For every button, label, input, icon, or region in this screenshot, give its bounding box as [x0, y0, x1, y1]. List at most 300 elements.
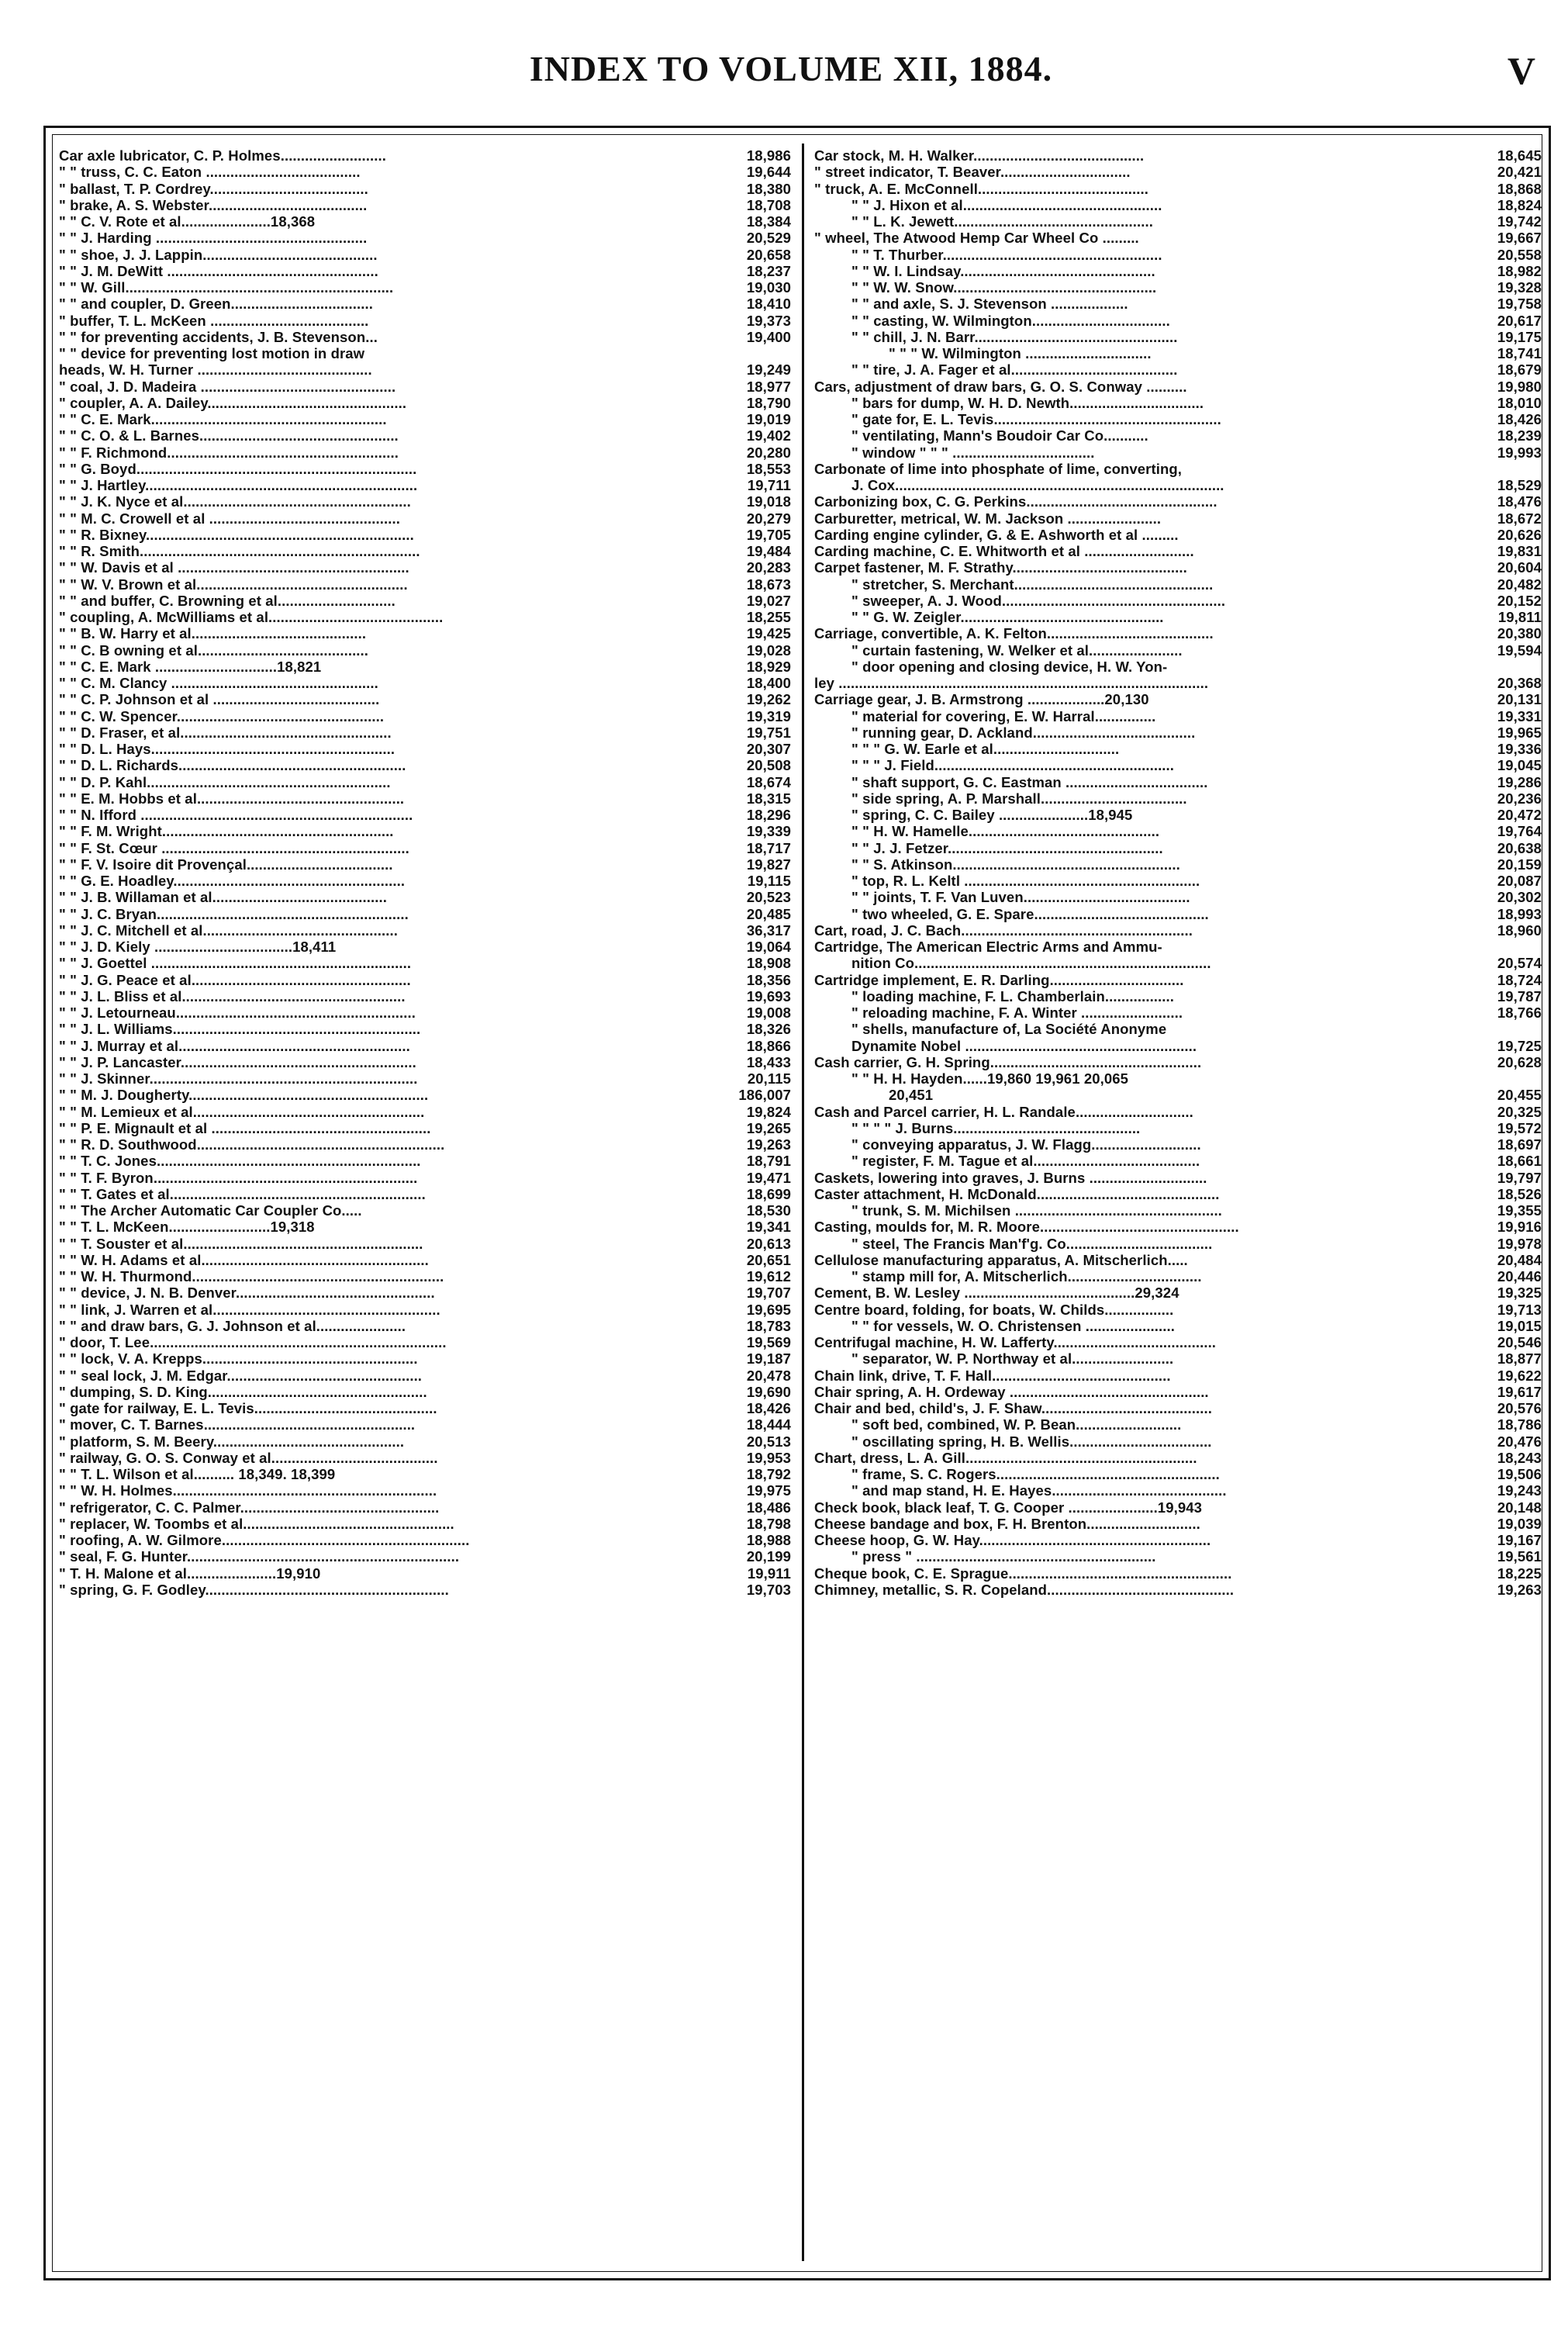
index-entry [814, 1136, 1542, 1153]
entry-text: " side spring, A. P. Marshall.................................... [851, 790, 1187, 807]
entry-text: " trunk, S. M. Michilsen ................................................... [851, 1202, 1222, 1219]
index-entry [814, 939, 1542, 955]
index-entry [814, 1186, 1542, 1202]
entry-text: " " J. B. Willaman et al........................................... [59, 889, 387, 906]
entry-number: 20,617 [1497, 312, 1542, 329]
index-entry [814, 1582, 1542, 1598]
index-entry [814, 247, 1542, 263]
entry-text: " " L. K. Jewett................................................. [851, 213, 1153, 230]
index-entry [814, 444, 1542, 461]
index-entry [59, 1104, 791, 1120]
index-entry [814, 164, 1542, 180]
entry-text: " " P. E. Mignault et al ...................................................... [59, 1119, 431, 1136]
index-entry [59, 593, 791, 609]
entry-number: 18,982 [1497, 262, 1542, 279]
index-entry [59, 395, 791, 411]
entry-text: " " " W. Wilmington ............................... [889, 345, 1152, 361]
entry-text: " reloading machine, F. A. Winter ......................... [851, 1004, 1183, 1021]
index-entry [814, 543, 1542, 559]
index-entry [814, 741, 1542, 757]
entry-text: " stretcher, S. Merchant................................................. [851, 576, 1214, 593]
entry-text: " " device, J. N. B. Denver................................................. [59, 1285, 435, 1302]
entry-text: " street indicator, T. Beaver................................ [814, 164, 1131, 181]
index-entry [59, 527, 791, 543]
entry-text: " " N. Ifford ................................................................... [59, 807, 413, 823]
index-entry [59, 197, 791, 213]
entry-text: " roofing, A. W. Gilmore............................................................. [59, 1532, 470, 1548]
entry-text: " " and buffer, C. Browning et al............................. [59, 592, 395, 609]
entry-number: 19,425 [746, 625, 791, 642]
entry-number: 186,007 [738, 1087, 791, 1104]
entry-number: 20,485 [746, 905, 791, 922]
entry-text: Centre board, folding, for boats, W. Childs................. [814, 1301, 1174, 1318]
entry-text: " " M. J. Dougherty........................................................... [59, 1087, 429, 1104]
index-entry [59, 1416, 791, 1433]
entry-text: " " C. M. Clancy ................................................... [59, 675, 378, 691]
index-entry [814, 1054, 1542, 1070]
entry-number: 18,255 [746, 609, 791, 625]
entry-number: 19,561 [1497, 1548, 1542, 1565]
entry-text: " " B. W. Harry et al........................................... [59, 625, 367, 642]
index-entry [814, 774, 1542, 790]
index-entry [59, 279, 791, 296]
entry-text: " " D. Fraser, et al.................................................... [59, 724, 392, 741]
entry-text: Cheque book, C. E. Sprague....................................................... [814, 1565, 1232, 1582]
entry-number: 19,978 [1497, 1235, 1542, 1252]
entry-number: 18,243 [1497, 1449, 1542, 1466]
index-entry [59, 972, 791, 988]
index-entry [814, 313, 1542, 329]
entry-text: " press " ........................................................... [851, 1548, 1156, 1565]
index-entry [814, 593, 1542, 609]
index-entry [59, 1384, 791, 1400]
index-entry [59, 559, 791, 576]
entry-text: " brake, A. S. Webster....................................... [59, 196, 368, 213]
entry-number: 20,529 [746, 230, 791, 247]
entry-number: 19,751 [746, 724, 791, 741]
entry-number: 19,622 [1497, 1367, 1542, 1384]
index-entry [814, 230, 1542, 246]
entry-number: 19,506 [1497, 1466, 1542, 1482]
index-entry [59, 724, 791, 741]
entry-number: 18,225 [1497, 1565, 1542, 1582]
index-entry [814, 1021, 1542, 1037]
entry-number: 20,613 [746, 1235, 791, 1252]
entry-number: 18,824 [1497, 196, 1542, 213]
page-header [47, 48, 1535, 110]
entry-text: " " J. K. Nyce et al........................................................ [59, 493, 411, 510]
index-entry [814, 1070, 1542, 1087]
entry-text: " " chill, J. N. Barr.................................................. [851, 328, 1178, 345]
entry-text: " register, F. M. Tague et al......................................... [851, 1153, 1200, 1170]
index-column-left [59, 147, 791, 2265]
entry-text: Chair spring, A. H. Ordeway ................................................. [814, 1383, 1209, 1400]
entry-number: 18,673 [746, 576, 791, 593]
entry-text: Cash and Parcel carrier, H. L. Randale............................. [814, 1103, 1193, 1120]
index-entry [814, 1170, 1542, 1186]
index-entry [59, 263, 791, 279]
entry-number: 19,713 [1497, 1301, 1542, 1318]
index-entry [59, 1219, 791, 1235]
entry-text: " bars for dump, W. H. D. Newth................................. [851, 394, 1204, 411]
entry-text: Carriage gear, J. B. Armstrong ...................20,130 [814, 691, 1149, 708]
entry-text: " " E. M. Hobbs et al................................................... [59, 790, 405, 807]
entry-text: " " J. Hartley................................................................... [59, 477, 418, 493]
entry-text: " " W. H. Holmes................................................................. [59, 1482, 437, 1499]
index-entry [814, 461, 1542, 477]
entry-number: 18,380 [746, 180, 791, 197]
entry-number: 19,325 [1497, 1285, 1542, 1302]
entry-number: 19,484 [746, 543, 791, 559]
entry-number: 19,758 [1497, 296, 1542, 313]
entry-text: " coupler, A. A. Dailey................................................. [59, 394, 407, 411]
index-entry [814, 361, 1542, 378]
entry-text: " oscillating spring, H. B. Wellis................................... [851, 1433, 1212, 1450]
entry-number: 18,977 [746, 378, 791, 395]
entry-number: 19,019 [746, 411, 791, 427]
index-entry [814, 724, 1542, 741]
index-entry [59, 1120, 791, 1136]
entry-text: " " C. E. Mark.......................................................... [59, 411, 387, 427]
index-entry [814, 1219, 1542, 1235]
entry-text: Cash carrier, G. H. Spring.................................................... [814, 1053, 1202, 1070]
entry-text: Caster attachment, H. McDonald............................................. [814, 1185, 1220, 1202]
entry-text: " " J. Murray et al......................................................... [59, 1037, 410, 1054]
entry-number: 19,667 [1497, 230, 1542, 247]
index-entry [59, 1285, 791, 1301]
entry-text: " coupling, A. McWilliams et al........................................... [59, 609, 444, 625]
index-entry [59, 675, 791, 691]
entry-number: 20,484 [1497, 1251, 1542, 1268]
entry-number: 19,167 [1497, 1532, 1542, 1548]
entry-number: 19,015 [1497, 1317, 1542, 1334]
entry-number: 20,508 [746, 757, 791, 774]
index-entry [814, 1368, 1542, 1384]
entry-text: " " The Archer Automatic Car Coupler Co..... [59, 1202, 362, 1219]
entry-text: " " J. Hixon et al................................................. [851, 196, 1162, 213]
entry-number: 19,263 [746, 1136, 791, 1153]
entry-text: " " D. L. Richards........................................................ [59, 757, 406, 774]
entry-text: Chain link, drive, T. F. Hall............................................ [814, 1367, 1171, 1384]
index-entry [814, 823, 1542, 839]
index-entry [814, 1087, 1542, 1103]
entry-number: 20,307 [746, 741, 791, 757]
entry-text: " " for preventing accidents, J. B. Stevenson... [59, 328, 378, 345]
index-entry [814, 757, 1542, 773]
index-entry [814, 708, 1542, 724]
entry-number: 20,279 [746, 510, 791, 527]
entry-number: 18,741 [1497, 345, 1542, 361]
entry-text: " " T. F. Byron................................................................. [59, 1169, 418, 1186]
entry-text: Cartridge implement, E. R. Darling................................. [814, 971, 1184, 988]
entry-text: " and map stand, H. E. Hayes........................................... [851, 1482, 1227, 1499]
entry-number: 20,513 [746, 1433, 791, 1450]
index-entry [814, 1482, 1542, 1499]
index-entry [59, 939, 791, 955]
index-entry [59, 1499, 791, 1516]
entry-text: Dynamite Nobel ......................................................... [851, 1037, 1197, 1054]
index-entry [59, 955, 791, 971]
entry-text: " replacer, W. Toombs et al.................................................... [59, 1515, 454, 1532]
index-entry [814, 1236, 1542, 1252]
entry-number: 19,355 [1497, 1202, 1542, 1219]
index-entry [814, 1004, 1542, 1021]
entry-number: 18,426 [1497, 411, 1542, 427]
index-entry [814, 1038, 1542, 1054]
entry-number: 20,523 [746, 889, 791, 906]
entry-number: 18,679 [1497, 361, 1542, 379]
entry-text: " " joints, T. F. Van Luven......................................... [851, 889, 1190, 906]
entry-number: 19,339 [746, 823, 791, 840]
entry-text: " " J. L. Bliss et al....................................................... [59, 987, 406, 1004]
entry-number: 19,644 [746, 164, 791, 181]
entry-number: 18,444 [746, 1416, 791, 1433]
entry-text: " " J. G. Peace et al...................................................... [59, 971, 411, 988]
index-entry [814, 559, 1542, 576]
entry-text: " " J. M. DeWitt .................................................... [59, 262, 378, 279]
entry-text: " " T. Thurber...................................................... [851, 246, 1162, 263]
entry-number: 20,131 [1497, 691, 1542, 708]
entry-text: " steel, The Francis Man'f'g. Co.................................... [851, 1235, 1213, 1252]
entry-number: 19,265 [746, 1119, 791, 1136]
entry-number: 18,866 [746, 1037, 791, 1054]
index-entry [814, 279, 1542, 296]
entry-text: " " G. Boyd..................................................................... [59, 460, 417, 477]
index-entry [814, 807, 1542, 823]
entry-text: " railway, G. O. S. Conway et al......................................... [59, 1449, 438, 1466]
entry-number: 19,319 [746, 707, 791, 724]
entry-number: 19,039 [1497, 1515, 1542, 1532]
index-entry [814, 955, 1542, 971]
index-entry [814, 181, 1542, 197]
entry-number: 19,175 [1497, 328, 1542, 345]
entry-number: 18,786 [1497, 1416, 1542, 1433]
entry-number: 18,661 [1497, 1153, 1542, 1170]
entry-text: Carding engine cylinder, G. & E. Ashworth et al ......... [814, 526, 1179, 543]
entry-number: 19,286 [1497, 773, 1542, 790]
entry-text: " " J. J. Fetzer..................................................... [851, 839, 1163, 856]
entry-number: 19,594 [1497, 641, 1542, 659]
entry-number: 19,703 [746, 1581, 791, 1598]
index-entry [59, 1252, 791, 1268]
entry-text: " " " G. W. Earle et al............................... [851, 741, 1120, 757]
index-entry [814, 527, 1542, 543]
entry-text: " " and coupler, D. Green................................... [59, 296, 373, 313]
entry-text: " " F. St. Cœur ............................................................. [59, 839, 409, 856]
index-entry [59, 1236, 791, 1252]
entry-number: 18,296 [746, 807, 791, 823]
entry-number: 18,699 [746, 1185, 791, 1202]
page-title: INDEX TO VOLUME XII, 1884. [529, 49, 1053, 88]
page-number: V [1507, 49, 1535, 92]
entry-text: " shaft support, G. C. Eastman ................................... [851, 773, 1208, 790]
entry-number: 18,790 [746, 394, 791, 411]
index-entry [814, 147, 1542, 164]
entry-text: " " J. P. Lancaster.......................................................... [59, 1053, 416, 1070]
entry-text: " " J. Harding .................................................... [59, 230, 368, 247]
entry-number: 18,988 [746, 1532, 791, 1548]
entry-number: 20,546 [1497, 1334, 1542, 1350]
index-entry [814, 691, 1542, 707]
entry-number: 18,384 [746, 213, 791, 230]
entry-text: " gate for railway, E. L. Tevis............................................. [59, 1400, 437, 1416]
entry-number: 20,604 [1497, 559, 1542, 576]
entry-number: 20,368 [1497, 675, 1542, 691]
entry-text: " " R. Bixney.................................................................. [59, 526, 414, 543]
entry-number: 18,326 [746, 1021, 791, 1038]
index-entry [814, 1466, 1542, 1482]
entry-text: " " F. M. Wright......................................................... [59, 823, 394, 840]
entry-number: 19,249 [746, 361, 791, 379]
entry-text: Casting, moulds for, M. R. Moore................................................. [814, 1219, 1239, 1236]
index-entry [59, 1202, 791, 1219]
index-entry [59, 1532, 791, 1548]
entry-text: " " D. L. Hays............................................................ [59, 741, 395, 757]
entry-text: " mover, C. T. Barnes.................................................... [59, 1416, 416, 1433]
entry-text: Cart, road, J. C. Bach......................................................... [814, 921, 1193, 939]
entry-text: Car axle lubricator, C. P. Holmes.......................... [59, 147, 386, 164]
index-entry [59, 296, 791, 312]
entry-text: " spring, G. F. Godley............................................................ [59, 1581, 449, 1598]
entry-text: Caskets, lowering into graves, J. Burns ............................. [814, 1169, 1207, 1186]
entry-number: 20,283 [746, 559, 791, 576]
index-entry [59, 1334, 791, 1350]
entry-number: 19,787 [1497, 987, 1542, 1004]
entry-number: 18,356 [746, 971, 791, 988]
index-entry [814, 1565, 1542, 1582]
entry-text: " curtain fastening, W. Welker et al....................... [851, 641, 1183, 659]
entry-number: 19,045 [1497, 757, 1542, 774]
entry-number: 19,827 [746, 856, 791, 873]
entry-text: J. Cox................................................................................. [851, 477, 1224, 493]
entry-number: 18,476 [1497, 493, 1542, 510]
entry-text: Cheese hoop, G. W. Hay......................................................... [814, 1532, 1211, 1548]
entry-text: " " shoe, J. J. Lappin........................................... [59, 246, 378, 263]
index-entry [59, 757, 791, 773]
entry-number: 19,764 [1497, 823, 1542, 840]
entry-text: " " J. C. Bryan.............................................................. [59, 905, 409, 922]
entry-number: 19,187 [746, 1350, 791, 1368]
entry-text: " " T. C. Jones................................................................. [59, 1153, 421, 1170]
entry-number: 19,263 [1497, 1581, 1542, 1598]
entry-number: 19,690 [746, 1383, 791, 1400]
entry-number: 18,724 [1497, 971, 1542, 988]
entry-text: " " J. D. Kiely ..................................18,411 [59, 939, 337, 955]
entry-text: Chair and bed, child's, J. F. Shaw.......................................... [814, 1400, 1212, 1416]
index-entry [59, 873, 791, 889]
entry-text: Centrifugal machine, H. W. Lafferty........................................ [814, 1334, 1217, 1350]
entry-number: 19,824 [746, 1103, 791, 1120]
entry-text: " " J. Skinner.................................................................. [59, 1070, 418, 1087]
entry-number: 18,708 [746, 196, 791, 213]
entry-number: 18,400 [746, 675, 791, 691]
entry-number: 19,569 [746, 1334, 791, 1350]
entry-text: " " T. Souster et al........................................................... [59, 1235, 423, 1252]
entry-number: 19,711 [747, 477, 791, 493]
entry-number: 20,472 [1497, 807, 1542, 823]
index-entry [59, 1054, 791, 1070]
index-entry [59, 147, 791, 164]
index-entry [814, 642, 1542, 659]
entry-number: 18,960 [1497, 921, 1542, 939]
index-entry [814, 329, 1542, 345]
index-entry [814, 477, 1542, 493]
entry-number: 18,530 [746, 1202, 791, 1219]
index-entry [814, 395, 1542, 411]
entry-number: 20,558 [1497, 246, 1542, 263]
index-entry [814, 873, 1542, 889]
index-entry [814, 1384, 1542, 1400]
index-entry [814, 1104, 1542, 1120]
index-entry [814, 1285, 1542, 1301]
index-entry [814, 1450, 1542, 1466]
index-entry [814, 576, 1542, 593]
entry-number: 19,243 [1497, 1482, 1542, 1499]
entry-number: 18,645 [1497, 147, 1542, 164]
entry-number: 20,651 [746, 1251, 791, 1268]
entry-number: 20,087 [1497, 873, 1542, 889]
index-entry [814, 197, 1542, 213]
index-entry [814, 213, 1542, 230]
entry-number: 18,798 [746, 1515, 791, 1532]
entry-text: " " C. V. Rote et al......................18,368 [59, 213, 316, 230]
entry-text: " truck, A. E. McConnell.......................................... [814, 180, 1149, 197]
entry-text: Carpet fastener, M. F. Strathy........................................... [814, 559, 1187, 576]
entry-text: " " J. C. Mitchell et al................................................ [59, 921, 398, 939]
entry-number: 18,986 [746, 147, 791, 164]
index-entry [59, 1038, 791, 1054]
entry-text: " platform, S. M. Beery............................................... [59, 1433, 405, 1450]
entry-text: " " F. Richmond......................................................... [59, 444, 399, 461]
entry-text: " " T. L. McKeen.........................19,318 [59, 1219, 315, 1236]
index-entry [59, 181, 791, 197]
index-entry [59, 856, 791, 873]
index-entry [814, 856, 1542, 873]
index-entry [814, 922, 1542, 939]
index-entry [59, 1070, 791, 1087]
entry-number: 19,373 [746, 312, 791, 329]
entry-number: 18,929 [746, 658, 791, 675]
index-entry [59, 411, 791, 427]
index-entry [59, 840, 791, 856]
entry-text: " top, R. L. Keltl .......................................................... [851, 873, 1200, 889]
entry-text: " " C. E. Mark ..............................18,821 [59, 658, 322, 675]
entry-text: " " C. W. Spencer................................................... [59, 707, 385, 724]
index-entry [59, 1136, 791, 1153]
index-entry [59, 659, 791, 675]
entry-number: 18,674 [746, 773, 791, 790]
index-entry [814, 609, 1542, 625]
entry-text: Carburetter, metrical, W. M. Jackson ....................... [814, 510, 1162, 527]
entry-number: 18,993 [1497, 905, 1542, 922]
index-entry [814, 1120, 1542, 1136]
entry-number: 20,482 [1497, 576, 1542, 593]
index-entry [814, 296, 1542, 312]
entry-text: " running gear, D. Ackland........................................ [851, 724, 1196, 741]
entry-number: 20,626 [1497, 526, 1542, 543]
entry-number: 20,115 [747, 1070, 791, 1087]
entry-number: 19,400 [746, 328, 791, 345]
index-entry [814, 1153, 1542, 1169]
index-entry [59, 807, 791, 823]
entry-text: " buffer, T. L. McKeen ....................................... [59, 312, 369, 329]
entry-text: " " casting, W. Wilmington.................................. [851, 312, 1170, 329]
entry-text: " " W. V. Brown et al.................................................... [59, 576, 408, 593]
entry-number: 20,302 [1497, 889, 1542, 906]
index-entry [814, 1202, 1542, 1219]
index-entry [59, 889, 791, 905]
entry-text: " " lock, V. A. Krepps..................................................... [59, 1350, 418, 1368]
